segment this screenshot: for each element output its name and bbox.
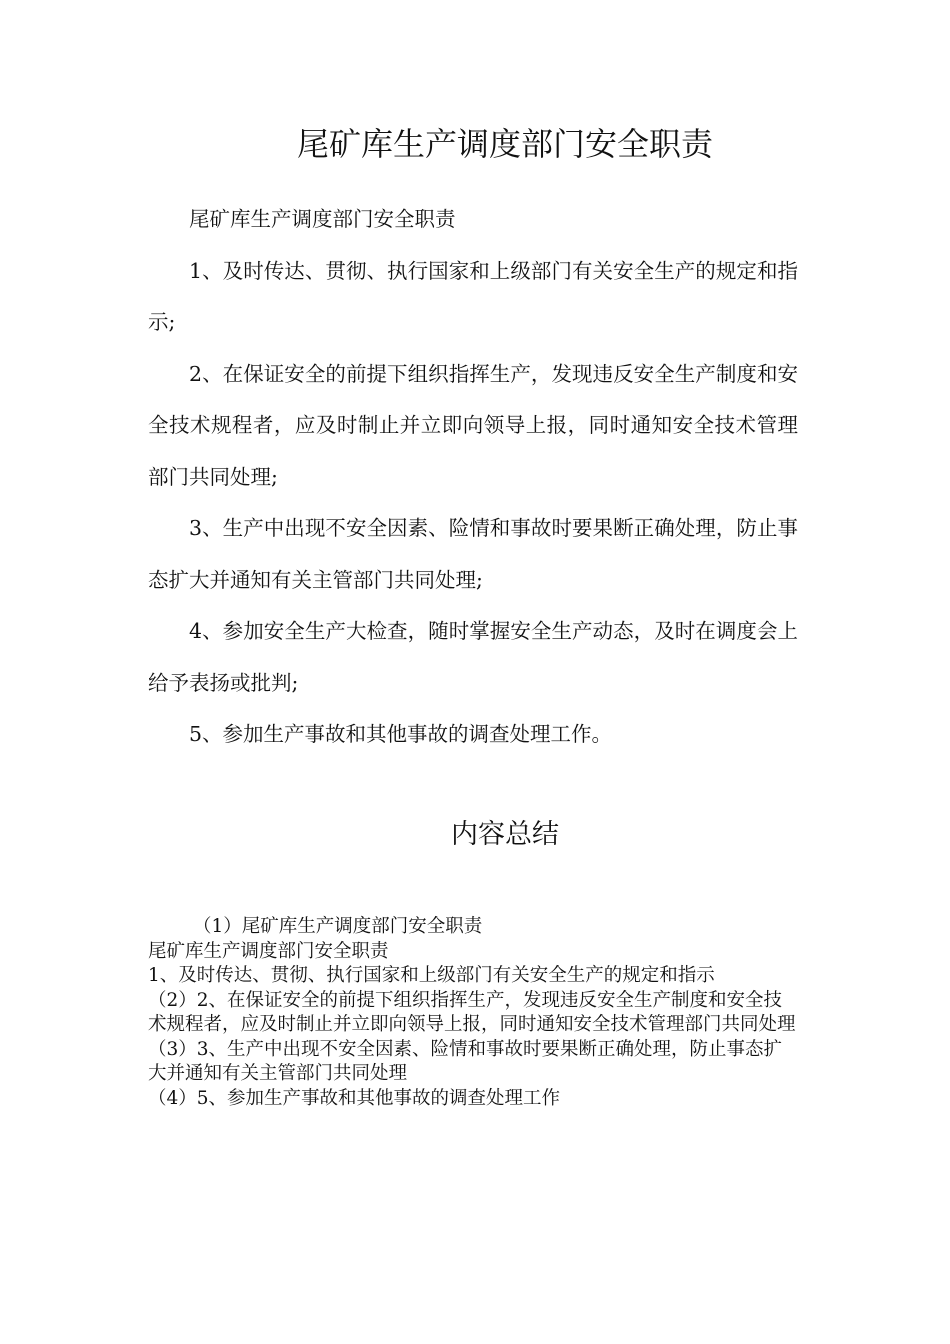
document-body xyxy=(148,194,798,761)
body-paragraph: 2、在保证安全的前提下组织指挥生产，发现违反安全生产制度和安全技术规程者，应及时制止并立即向领导上报，同时通知安全技术管理部门共同处理; xyxy=(148,361,798,489)
summary-line: 尾矿库生产调度部门安全职责 xyxy=(148,940,389,962)
body-paragraph: 4、参加安全生产大检查，随时掌握安全生产动态，及时在调度会上给予表扬或批判; xyxy=(148,619,798,695)
summary-line: （1）尾矿库生产调度部门安全职责 xyxy=(193,916,483,937)
document-title: 尾矿库生产调度部门安全职责 xyxy=(296,125,713,163)
body-paragraph: 尾矿库生产调度部门安全职责 xyxy=(189,207,456,231)
body-paragraph: 5、参加生产事故和其他事故的调查处理工作。 xyxy=(189,722,613,746)
body-paragraph: 3、生产中出现不安全因素、险情和事故时要果断正确处理，防止事态扩大并通知有关主管部门共同处理; xyxy=(148,516,798,592)
summary-body xyxy=(148,915,798,1111)
summary-line: （2）2、在保证安全的前提下组织指挥生产，发现违反安全生产制度和安全技术规程者，应及时制止并立即向领导上报，同时通知安全技术管理部门共同处理 xyxy=(148,989,796,1035)
summary-line: （3）3、生产中出现不安全因素、险情和事故时要果断正确处理，防止事态扩大并通知有关主管部门共同处理 xyxy=(148,1038,783,1084)
summary-line: （4）5、参加生产事故和其他事故的调查处理工作 xyxy=(148,1087,561,1109)
body-paragraph: 1、及时传达、贯彻、执行国家和上级部门有关安全生产的规定和指示; xyxy=(148,258,798,334)
summary-line: 1、及时传达、贯彻、执行国家和上级部门有关安全生产的规定和指示 xyxy=(148,965,715,986)
summary-title: 内容总结 xyxy=(451,819,559,850)
